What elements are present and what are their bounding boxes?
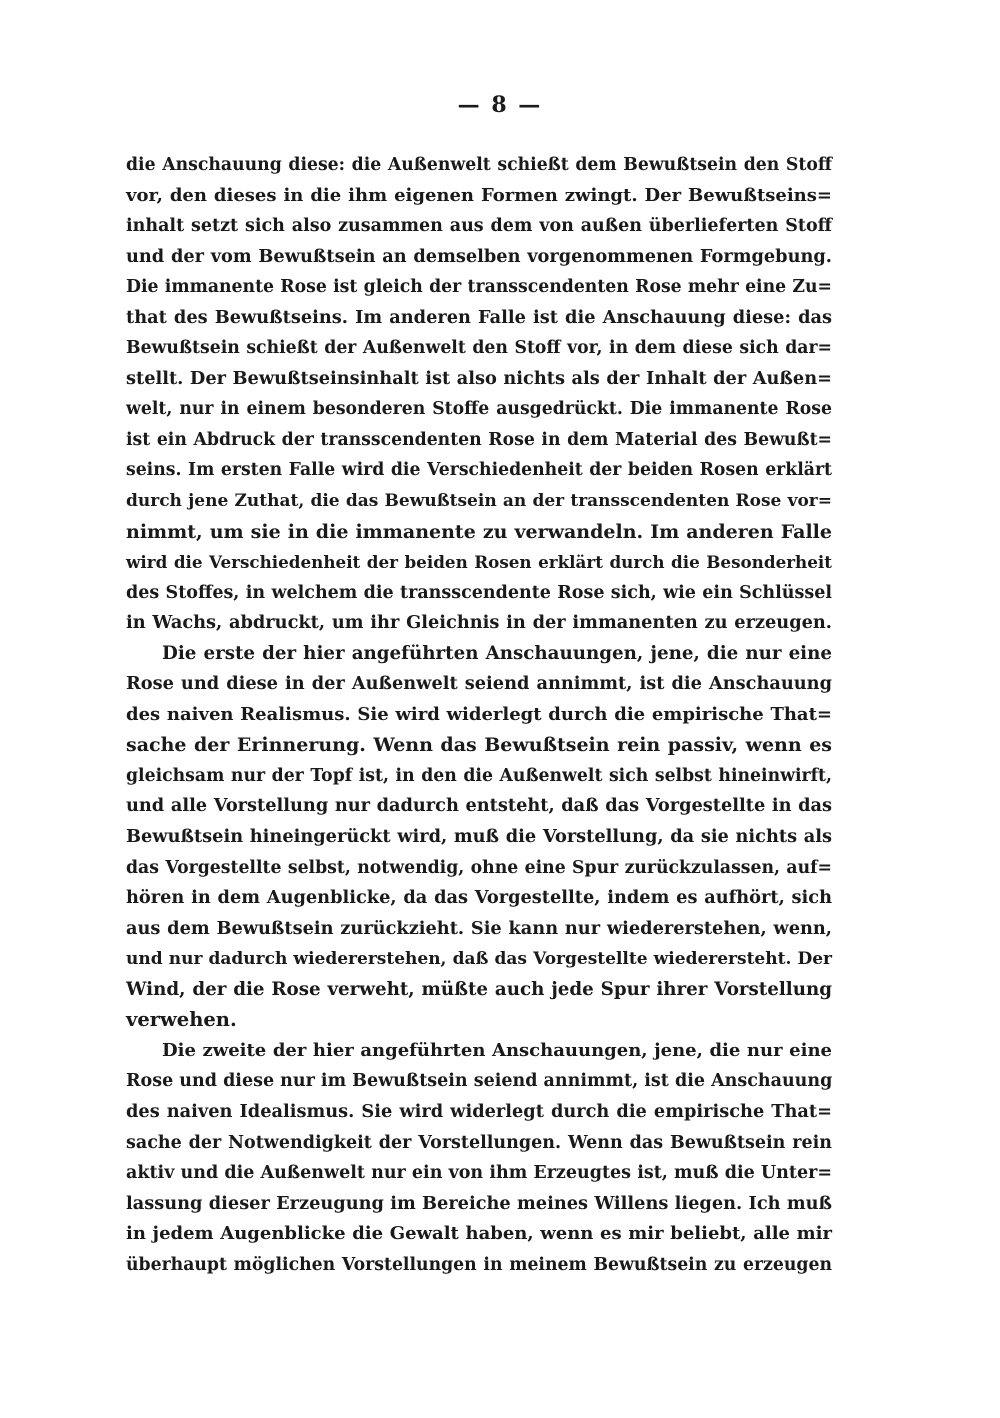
text-line: die Anschauung diese: die Außenwelt schießt dem Bewußtsein den Stoff [126,155,832,175]
text-line: Die immanente Rose ist gleich der transscendenten Rose mehr eine Zu= [126,277,832,298]
text-line: that des Bewußtseins. Im anderen Falle ist die Anschauung diese: das [126,306,832,328]
text-line: hören in dem Augenblicke, da das Vorgestellte, indem es aufhört, sich [126,887,832,909]
text-line: überhaupt möglichen Vorstellungen in meinem Bewußtsein zu erzeugen [126,1254,832,1275]
text-line: und nur dadurch wiedererstehen, daß das Vorgestellte wiederersteht. Der [126,949,832,970]
text-line: aus dem Bewußtsein zurückzieht. Sie kann nur wiedererstehen, wenn, [126,917,832,939]
text-line: welt, nur in einem besonderen Stoffe ausgedrückt. Die immanente Rose [126,399,832,420]
text-line: vor, den dieses in die ihm eigenen Formen zwingt. Der Bewußtseins= [126,184,832,206]
text-line: Rose und diese nur im Bewußtsein seiend annimmt, ist die Anschauung [126,1071,833,1092]
text-line: Bewußtsein schießt der Außenwelt den Stoff vor, in dem diese sich dar= [126,338,832,359]
text-line: durch jene Zuthat, die das Bewußtsein an der transscendenten Rose vor= [126,491,832,512]
text-line: lassung dieser Erzeugung im Bereiche meines Willens liegen. Ich muß [126,1192,832,1214]
text-line: das Vorgestellte selbst, notwendig, ohne eine Spur zurückzulassen, auf= [126,857,832,878]
text-line: des Stoffes, in welchem die transscendente Rose sich, wie ein Schlüssel [126,582,832,603]
text-line: und alle Vorstellung nur dadurch entsteht, daß das Vorgestellte in das [126,795,832,817]
text-line: Die zweite der hier angeführten Anschauungen, jene, die nur eine [162,1039,832,1061]
text-line: ist ein Abdruck der transscendenten Rose in dem Material des Bewußt= [126,429,832,450]
text-line: und der vom Bewußtsein an demselben vorgenommenen Formgebung. [126,245,832,267]
text-line: nimmt, um sie in die immanente zu verwandeln. Im anderen Falle [126,520,832,543]
text-line: in jedem Augenblicke die Gewalt haben, wenn es mir beliebt, alle mir [126,1223,832,1245]
page-number: — 8 — [457,92,543,118]
text-line: sache der Notwendigkeit der Vorstellungen. Wenn das Bewußtsein rein [126,1132,832,1153]
text-line: Rose und diese in der Außenwelt seiend annimmt, ist die Anschauung [126,673,832,695]
text-line: in Wachs, abdruckt, um ihr Gleichnis in der immanenten zu erzeugen. [126,612,832,634]
text-line: des naiven Idealismus. Sie wird widerlegt durch die empirische That= [126,1100,832,1122]
text-line: sache der Erinnerung. Wenn das Bewußtsein rein passiv, wenn es [126,734,832,757]
text-line: Wind, der die Rose verweht, müßte auch jede Spur ihrer Vorstellung [126,978,832,1000]
body-text [126,150,832,1280]
text-line: Bewußtsein hineingerückt wird, muß die Vorstellung, da sie nichts als [126,826,832,848]
text-line: verwehen. [126,1008,237,1032]
text-line: aktiv und die Außenwelt nur ein von ihm Erzeugtes ist, muß die Unter= [126,1163,832,1184]
text-line: gleichsam nur der Topf ist, in den die Außenwelt sich selbst hineinwirft, [126,765,832,786]
text-line: wird die Verschiedenheit der beiden Rosen erklärt durch die Besonderheit [126,552,832,573]
text-line: stellt. Der Bewußtseinsinhalt ist also nichts als der Inhalt der Außen= [126,367,832,389]
text-line: inhalt setzt sich also zusammen aus dem von außen überlieferten Stoff [126,216,832,237]
text-line: seins. Im ersten Falle wird die Verschiedenheit der beiden Rosen erklärt [126,460,832,481]
text-line: Die erste der hier angeführten Anschauungen, jene, die nur eine [162,642,832,664]
text-line: des naiven Realismus. Sie wird widerlegt durch die empirische That= [126,703,832,725]
